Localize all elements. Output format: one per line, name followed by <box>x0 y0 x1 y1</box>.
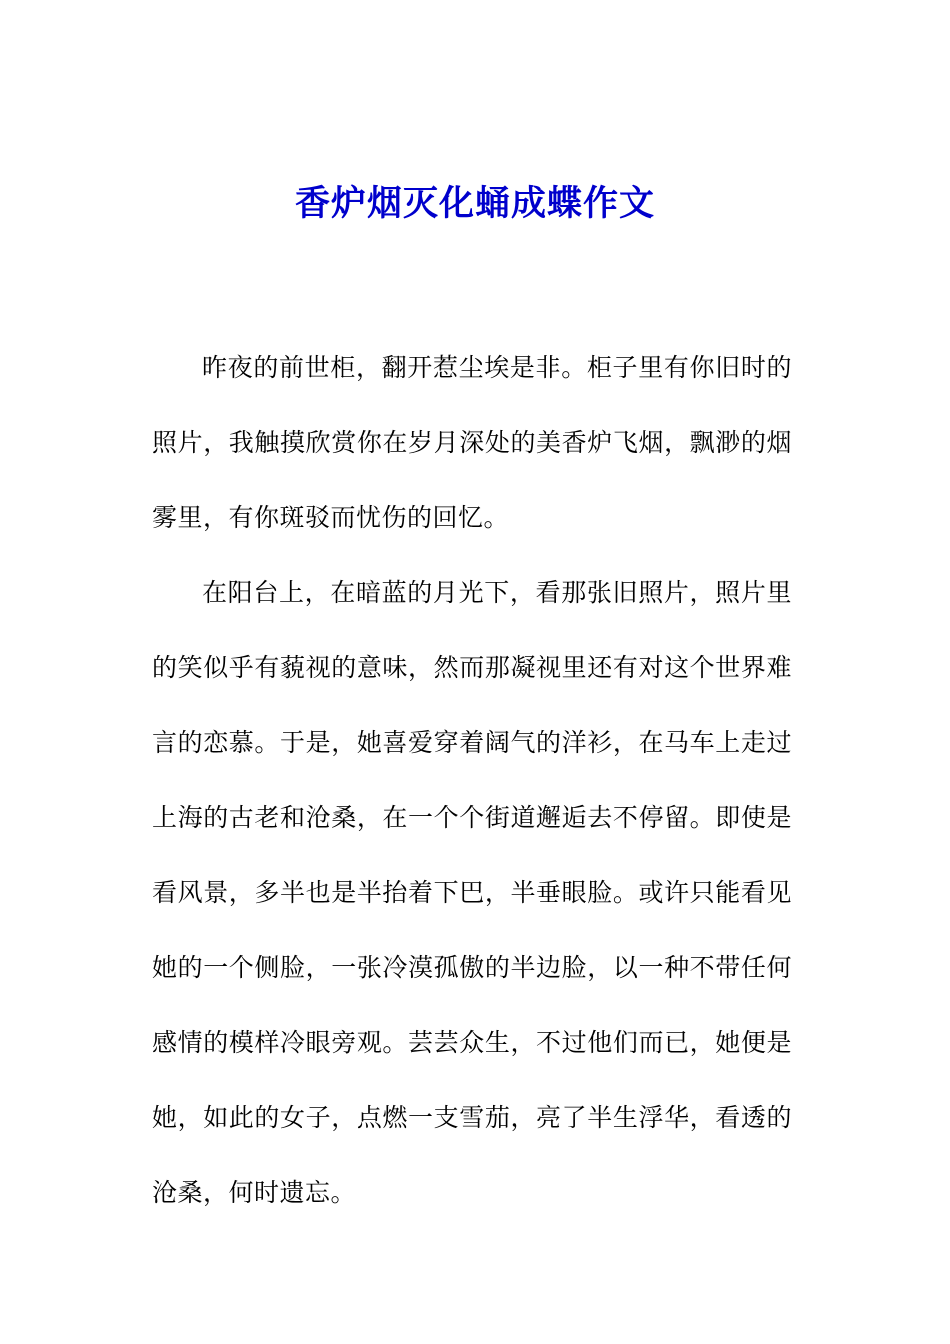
document-title: 香炉烟灭化蛹成蝶作文 <box>294 183 655 224</box>
paragraph-2: 在阳台上，在暗蓝的月光下，看那张旧照片，照片里的笑似乎有藐视的意味，然而那凝视里还有对这个世界难言的恋慕。于是，她喜爱穿着阔气的洋衫，在马车上走过上海的古老和沧桑，在一个个街道邂逅去不停留。即使是看风景，多半也是半抬着下巴，半垂眼脸。或许只能看见她的一个侧脸，一张冷漠孤傲的半边脸，以一种不带任何感情的模样冷眼旁观。芸芸众生，不过他们而已，她便是她，如此的女子，点燃一支雪茄，亮了半生浮华，看透的沧桑，何时遗忘。 <box>152 578 792 1207</box>
document-body <box>152 330 792 1230</box>
paragraph-1: 昨夜的前世柜，翻开惹尘埃是非。柜子里有你旧时的照片，我触摸欣赏你在岁月深处的美香炉飞烟，飘渺的烟雾里，有你斑驳而忧伤的回忆。 <box>152 353 792 532</box>
